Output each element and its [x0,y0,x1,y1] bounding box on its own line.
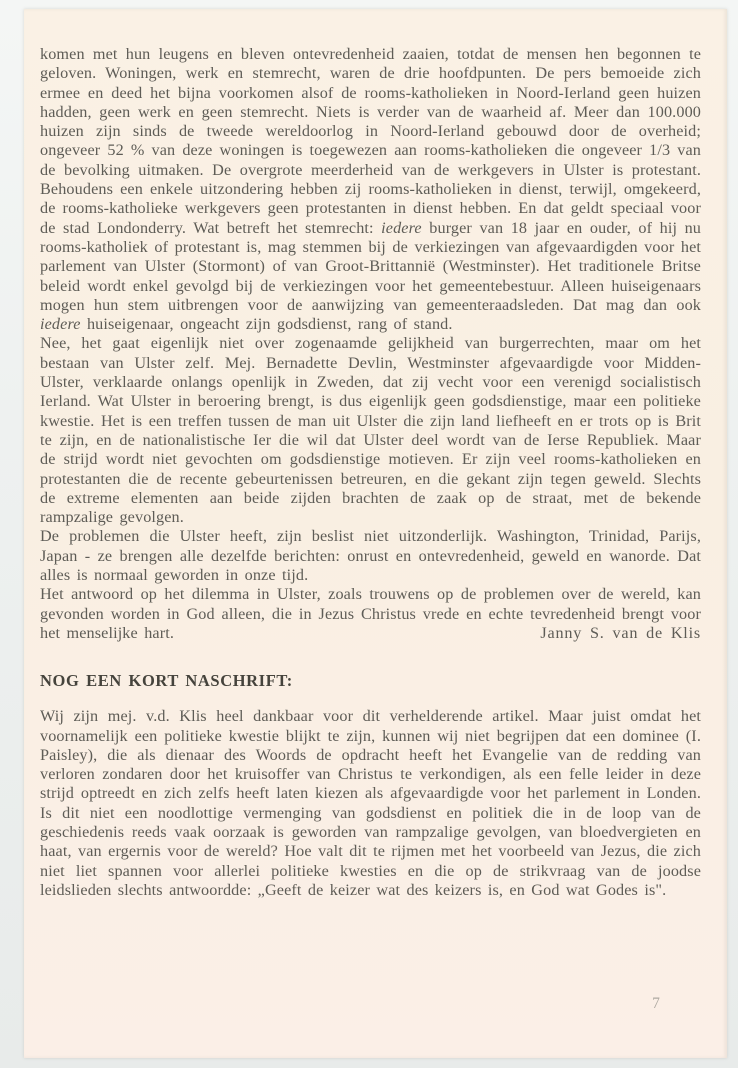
paragraph [40,45,701,334]
page-number: 7 [652,995,660,1012]
paragraph [40,707,701,900]
emphasized-word: iedere [381,218,422,237]
page-content [40,45,701,900]
author-signature: Janny S. van de Klis [540,623,701,642]
paragraph [40,334,701,527]
text-run: Nee, het gaat eigenlijk niet over zogenaamde gelijkheid van burgerrechten, maar om het bestaan van Ulster zelf. Mej. Bernadette Devlin, Westminster afgevaardigde voor Midden-Ulster, verklaarde onlangs openlijk in Zweden, dat zij vecht voor een verenigd socialistisch Ierland. Wat Ulster in beroering brengt, is dus eigenlijk geen godsdienstige, maar een politieke kwestie. Het is een treffen tussen de man uit Ulster die zijn land liefheeft en er trots op is Brit te zijn, en de nationalistische Ier die wil dat Ulster deel wordt van de Ierse Republiek. Maar de strijd wordt niet gevochten om godsdienstige motieven. Er zijn veel rooms-katholieken en protestanten die de recente gebeurtenissen betreuren, en die gekant zijn tegen geweld. Slechts de extreme elementen aan beide zijden brachten de zaak op de straat, met de bekende rampzalige gevolgen. [40,334,701,527]
article-text [40,45,701,643]
text-run: De problemen die Ulster heeft, zijn beslist niet uitzonderlijk. Washington, Trinidad, Parijs, Japan - ze brengen alle dezelfde berichten: onrust en ontevredenheid, geweld en wanorde. Dat alles is normaal geworden in onze tijd. [40,527,701,585]
text-run: burger van 18 jaar en ouder, of hij nu rooms-katholiek of protestant is, mag stemmen bij de verkiezingen van afgevaardigden voor het parlement van Ulster (Stormont) of van Groot-Brittannië (Westminster). Het traditionele Britse beleid wordt enkel gevolgd bij de verkiezingen voor het gemeentebestuur. Alleen huiseigenaars mogen hun stem uitbrengen voor de aanwijzing van gemeenteraadsleden. Dat mag dan ook [40,218,702,314]
text-run: Wij zijn mej. v.d. Klis heel dankbaar voor dit verhelderende artikel. Maar juist omdat het voornamelijk een politieke kwestie blijkt te zijn, kunnen wij niet begrijpen dat een dominee (I. Paisley), die als dienaar des Woords de opdracht heeft het Evangelie van de redding van verloren zondaren door het kruisoffer van Christus te verkondigen, als een felle leider in deze strijd optreedt en zich zelfs heeft laten kiezen als afgevaardigde voor het parlement in Londen. Is dit niet een noodlottige vermenging van godsdienst en politiek die in de loop van de geschiedenis reeds vaak oorzaak is geworden van rampzalige gevolgen, van bloedvergieten en haat, van ergernis voor de wereld? Hoe valt dit te rijmen met het voorbeeld van Jezus, die zich niet liet spannen voor allerlei politieke kwesties en die op de strikvraag van de joodse leidslieden slechts antwoordde: „Geeft de keizer wat des keizers is, en God wat Godes is". [40,707,701,899]
text-run: komen met hun leugens en bleven ontevredenheid zaaien, totdat de mensen hen begonnen te geloven. Woningen, werk en stemrecht, waren de drie hoofdpunten. De pers bemoeide zich ermee en deed het bijna voorkomen alsof de rooms-katholieken in Noord-Ierland geen huizen hadden, geen werk en geen stemrecht. Niets is verder van de waarheid af. Meer dan 100.000 huizen zijn sinds de tweede wereldoorlog in Noord-Ierland gebouwd door de overheid; ongeveer 52 % van deze woningen is toegewezen aan rooms-katholieken die ongeveer 1/3 van de bevolking uitmaken. De overgrote meerderheid van de werkgevers in Ulster is protestant. Behoudens een enkele uitzondering hebben zij rooms-katholieken in dienst, terwijl, omgekeerd, de rooms-katholieke werkgevers geen protestanten in dienst hebben. En dat geldt speciaal voor de stad Londonderry. Wat betreft het stemrecht: [40,45,701,237]
emphasized-word: iedere [40,315,81,334]
text-run: huiseigenaar, ongeacht zijn godsdienst, rang of stand. [80,315,453,334]
paper-page [24,9,727,1058]
postscript-text [40,707,701,900]
paragraph [40,585,701,643]
paragraph [40,527,701,585]
postscript-heading: NOG EEN KORT NASCHRIFT: [40,671,293,691]
text-run: Het antwoord op het dilemma in Ulster, zoals trouwens op de problemen over de wereld, kan gevonden worden in God alleen, die in Jezus Christus vrede en echte tevredenheid brengt voor het menselijke hart. [40,585,701,642]
